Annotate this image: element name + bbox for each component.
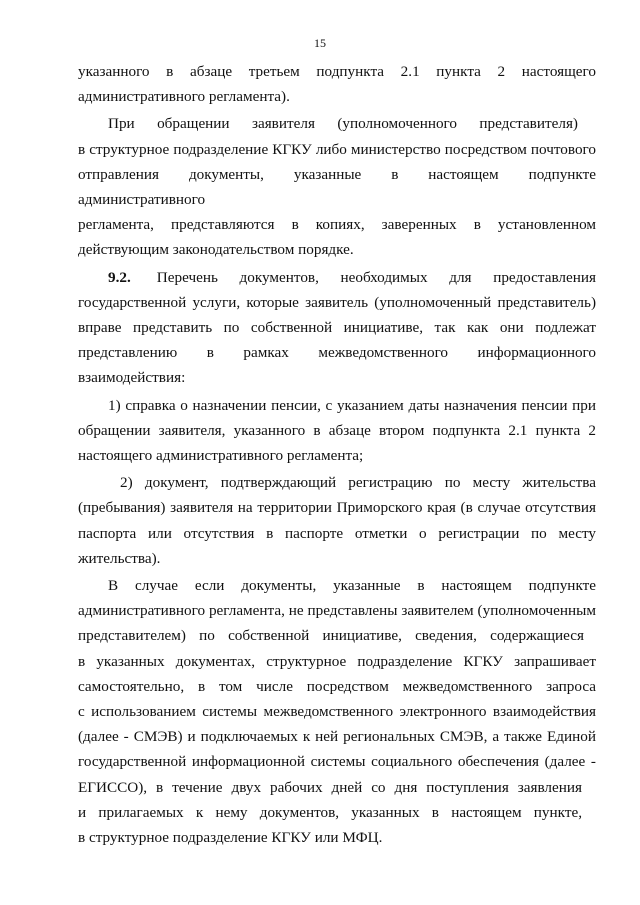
paragraph-line: регламента, представляются в копиях, заверенных в установленном — [78, 216, 596, 234]
paragraph-line: (далее - СМЭВ) и подключаемых к ней региональных СМЭВ, а также Единой — [78, 728, 596, 746]
paragraph-line: самостоятельно, в том числе посредством межведомственного запроса — [78, 677, 596, 695]
paragraph-line: в структурное подразделение КГКУ или МФЦ. — [78, 829, 383, 847]
paragraph-5 — [78, 470, 596, 571]
paragraph-line: с использованием системы межведомственного электронного взаимодействия — [78, 703, 596, 721]
paragraph-line: представлению в рамках межведомственного информационного — [78, 344, 596, 362]
paragraph-line: в структурное подразделение КГКУ либо министерство посредством почтового — [78, 140, 596, 158]
document-body — [78, 59, 596, 850]
paragraph-line: паспорта или отсутствия в паспорте отметки о регистрации по месту — [78, 524, 596, 542]
paragraph-1 — [78, 59, 596, 109]
section-number: 9.2. — [108, 268, 131, 286]
paragraph-line: ЕГИССО), в течение двух рабочих дней со дня поступления заявления — [78, 778, 582, 796]
paragraph-line: представителем) по собственной инициативе, сведения, содержащиеся — [78, 627, 584, 645]
paragraph-3 — [78, 265, 596, 391]
paragraph-line: административного регламента). — [78, 88, 290, 106]
paragraph-line: действующим законодательством порядке. — [78, 241, 354, 259]
paragraph-line: Перечень документов, необходимых для предоставления — [156, 268, 596, 286]
paragraph-line: вправе представить по собственной инициативе, так как они подлежат — [78, 319, 596, 337]
paragraph-line: (пребывания) заявителя на территории Приморского края (в случае отсутствия — [78, 499, 596, 517]
paragraph-6 — [78, 573, 596, 850]
paragraph-line: В случае если документы, указанные в настоящем подпункте — [108, 577, 596, 595]
paragraph-line: При обращении заявителя (уполномоченного представителя) — [108, 115, 578, 133]
paragraph-line: 2) документ, подтверждающий регистрацию по месту жительства — [120, 474, 596, 492]
paragraph-line: государственной информационной системы социального обеспечения (далее - — [78, 753, 596, 771]
paragraph-2 — [78, 111, 596, 262]
paragraph-4 — [78, 393, 596, 469]
paragraph-line: и прилагаемых к нему документов, указанных в настоящем пункте, — [78, 803, 582, 821]
paragraph-line: в указанных документах, структурное подразделение КГКУ запрашивает — [78, 652, 596, 670]
paragraph-line: указанного в абзаце третьем подпункта 2.1 пункта 2 настоящего — [78, 63, 596, 80]
paragraph-line: настоящего административного регламента; — [78, 447, 364, 465]
paragraph-line: государственной услуги, которые заявитель (уполномоченный представитель) — [78, 293, 596, 311]
paragraph-line: обращении заявителя, указанного в абзаце втором подпункта 2.1 пункта 2 — [78, 421, 596, 439]
paragraph-line: взаимодействия: — [78, 369, 186, 387]
paragraph-line: жительства). — [78, 549, 161, 567]
paragraph-line-labeled — [78, 265, 596, 290]
paragraph-line: отправления документы, указанные в настоящем подпункте административного — [78, 165, 596, 209]
page-number: 15 — [314, 36, 326, 50]
paragraph-line: 1) справка о назначении пенсии, с указанием даты назначения пенсии при — [108, 396, 596, 414]
paragraph-line: административного регламента, не представлены заявителем (уполномоченным — [78, 602, 596, 620]
